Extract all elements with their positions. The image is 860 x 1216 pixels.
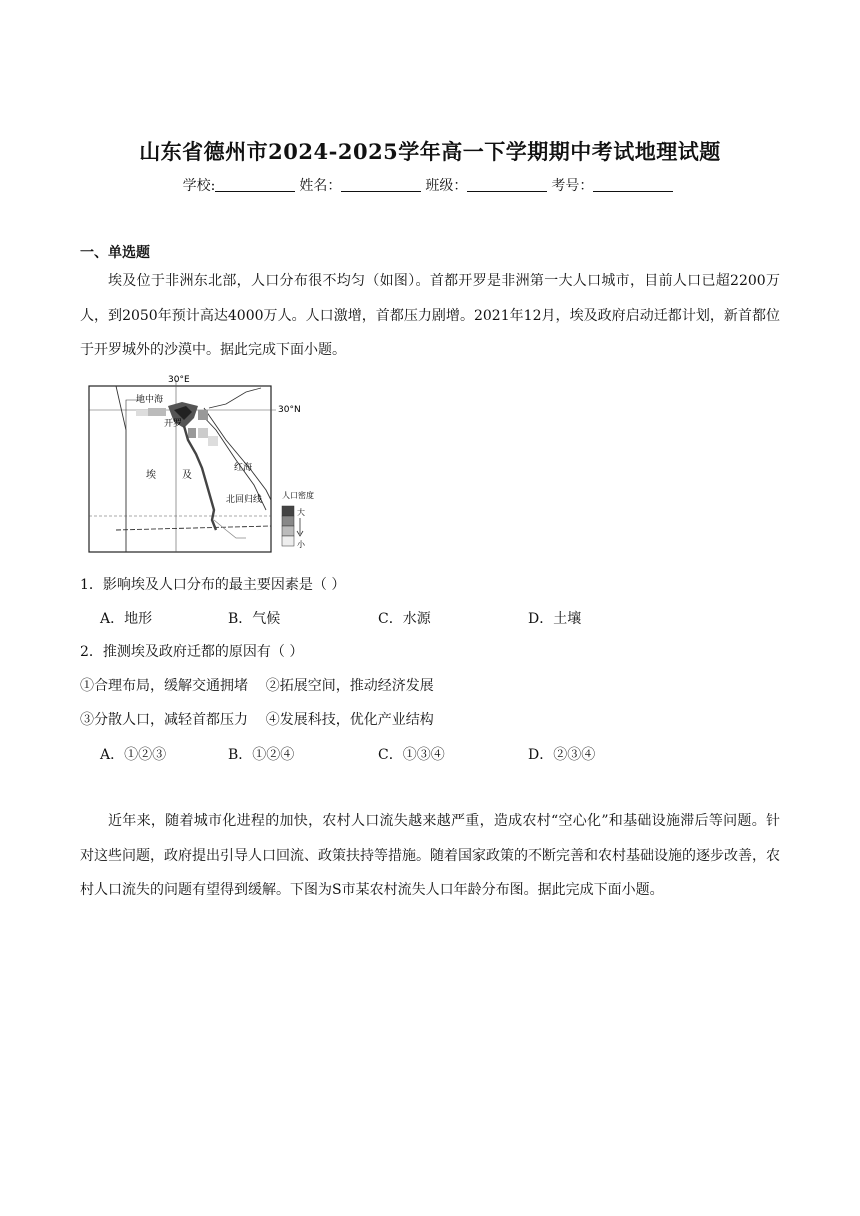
map-tropic-label: 北回归线	[226, 495, 263, 505]
map-egypt-label-2: 及	[182, 470, 192, 481]
school-blank[interactable]	[215, 177, 295, 192]
q2-option-c[interactable]: C．①③④	[378, 747, 445, 763]
passage-egypt: 埃及位于非洲东北部，人口分布很不均匀（如图）。首都开罗是非洲第一大人口城市，目前人口已超2200万人，到2050年预计高达4000万人。人口激增，首都压力剧增。2021年12月，埃及政府启动迁都计划，新首都位于开罗城外的沙漠中。据此完成下面小题。	[80, 273, 780, 358]
q2-option-d[interactable]: D．②③④	[528, 747, 596, 763]
legend-swatch-2	[282, 516, 294, 526]
map-egypt-label-1: 埃	[146, 470, 156, 481]
q1-option-b[interactable]: B．气候	[228, 611, 281, 627]
q2-statement-line-1: ①合理布局，缓解交通拥堵 ②拓展空间，推动经济发展	[80, 678, 434, 694]
map-mediterranean-label: 地中海	[136, 395, 164, 405]
exam-title: 山东省德州市2024-2025学年高一下学期期中考试地理试题	[139, 139, 721, 164]
class-blank[interactable]	[467, 177, 547, 192]
question-1-stem: 1．影响埃及人口分布的最主要因素是（ ）	[80, 577, 346, 593]
q1-option-d[interactable]: D．土壤	[528, 611, 582, 627]
section-heading: 一、单选题	[80, 245, 150, 261]
name-label: 姓名：	[299, 178, 342, 194]
legend-swatch-4	[282, 536, 294, 546]
student-info-line	[0, 175, 860, 195]
map-lat-label: 30°N	[278, 405, 301, 415]
q1-option-a[interactable]: A．地形	[100, 611, 153, 627]
legend-swatch-1	[282, 506, 294, 516]
question-2-stem: 2．推测埃及政府迁都的原因有（ ）	[80, 644, 304, 660]
map-red-sea-label: 红海	[234, 463, 253, 473]
legend-title: 人口密度	[282, 491, 314, 500]
exam-no-blank[interactable]	[593, 177, 673, 192]
q1-option-c[interactable]: C．水源	[378, 611, 431, 627]
egypt-population-map	[86, 370, 336, 556]
legend-low-label: 小	[297, 540, 305, 549]
q2-option-b[interactable]: B．①②④	[228, 747, 295, 763]
exam-no-label: 考号：	[551, 178, 594, 194]
name-blank[interactable]	[341, 177, 421, 192]
map-lon-label: 30°E	[168, 375, 190, 385]
legend-high-label: 大	[297, 508, 305, 517]
q2-statement-line-2: ③分散人口，减轻首都压力 ④发展科技，优化产业结构	[80, 712, 434, 728]
map-cairo-label: 开罗	[164, 419, 183, 429]
passage-rural-population: 近年来，随着城市化进程的加快，农村人口流失越来越严重，造成农村“空心化”和基础设施滞后等问题。针对这些问题，政府提出引导人口回流、政策扶持等措施。随着国家政策的不断完善和农村基础设施的逐步改善，农村人口流失的问题有望得到缓解。下图为S市某农村流失人口年龄分布图。据此完成下面小题。	[80, 813, 780, 898]
q2-option-a[interactable]: A．①②③	[100, 747, 167, 763]
school-label: 学校:	[182, 178, 216, 194]
legend-swatch-3	[282, 526, 294, 536]
class-label: 班级：	[425, 178, 468, 194]
